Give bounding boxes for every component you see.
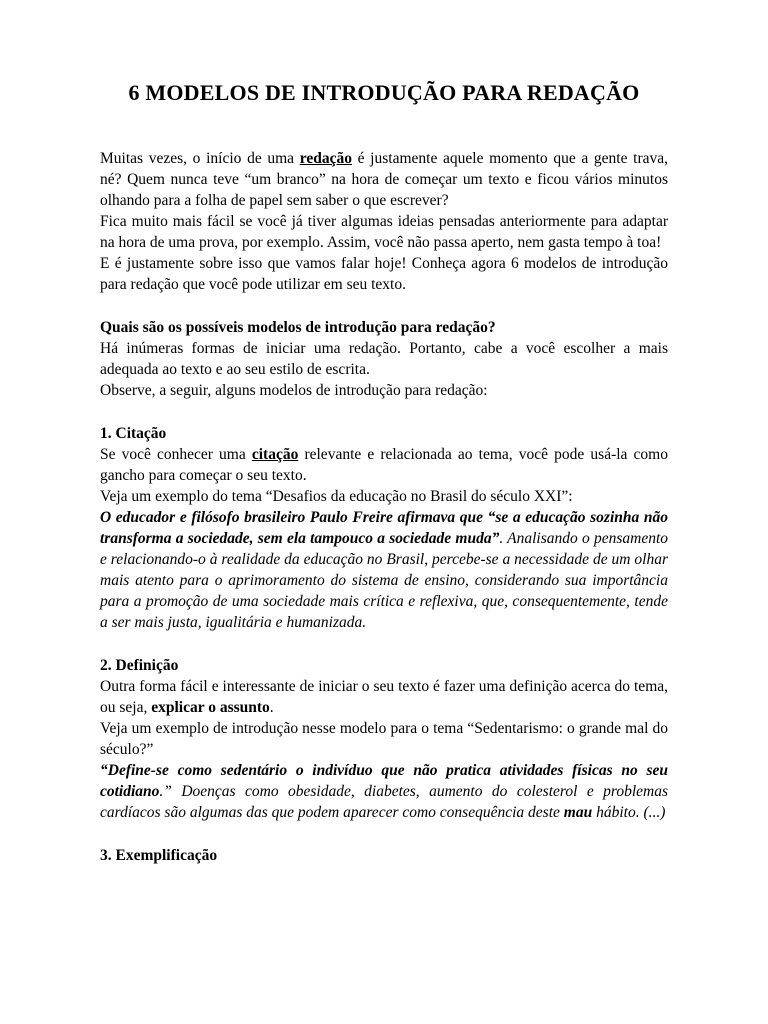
emphasized-phrase-explicar-o-assunto: explicar o assunto bbox=[151, 699, 270, 716]
emphasized-term-citacao: citação bbox=[251, 446, 299, 463]
intro-paragraph-1 bbox=[100, 148, 668, 211]
example-quote-bold: “Define-se como sedentário o indivíduo que não pratica atividades físicas no seu cotidiano bbox=[100, 762, 668, 800]
example-commentary: hábito. (...) bbox=[592, 804, 666, 821]
section-1-heading: 1. Citação bbox=[100, 425, 167, 442]
section-3-heading: 3. Exemplificação bbox=[100, 847, 218, 864]
example-commentary: .” Doenças como obesidade, diabetes, aumento do colesterol e problemas cardíacos são algumas das que podem aparecer como consequência deste bbox=[100, 783, 668, 821]
question-heading: Quais são os possíveis modelos de introdução para redação? bbox=[100, 319, 496, 336]
emphasized-term-mau: mau bbox=[563, 804, 593, 821]
emphasized-term-redacao: redação bbox=[299, 150, 352, 167]
intro-paragraph-3: E é justamente sobre isso que vamos falar hoje! Conheça agora 6 modelos de introdução para redação que você pode utilizar em seu texto. bbox=[100, 255, 668, 293]
section-1-paragraph-1 bbox=[100, 444, 668, 486]
section-2-paragraph-1 bbox=[100, 676, 668, 718]
section-1-example-text bbox=[100, 507, 668, 633]
text-run: Se você conhecer uma bbox=[100, 446, 252, 463]
example-commentary: . Analisando o pensamento e relacionando-o à realidade da educação no Brasil, percebe-se a necessidade de um olhar mais atento para o aprimoramento do sistema de ensino, considerando sua importância para a promoção de uma sociedade mais crítica e reflexiva, que, consequentemente, tende a ser mais justa, igualitária e humanizada. bbox=[100, 530, 669, 631]
section-2-example-text bbox=[100, 760, 668, 823]
text-run: é justamente aquele momento que a gente trava, né? Quem nunca teve “um branco” na hora de começar um texto e ficou vários minutos olhando para a folha de papel sem saber o que escrever? bbox=[100, 150, 669, 209]
text-run: . bbox=[269, 699, 274, 716]
text-run: Muitas vezes, o início de uma bbox=[100, 150, 300, 167]
section-2-heading: 2. Definição bbox=[100, 657, 179, 674]
question-paragraph-1: Há inúmeras formas de iniciar uma redação. Portanto, cabe a você escolher a mais adequada ao texto e ao seu estilo de escrita. bbox=[100, 340, 668, 378]
text-run: Outra forma fácil e interessante de iniciar o seu texto é fazer uma definição acerca do tema, ou seja, bbox=[100, 678, 668, 716]
section-1-paragraph-2: Veja um exemplo do tema “Desafios da educação no Brasil do século XXI”: bbox=[100, 488, 573, 505]
question-paragraph-2: Observe, a seguir, alguns modelos de introdução para redação: bbox=[100, 382, 488, 399]
section-2-paragraph-2: Veja um exemplo de introdução nesse modelo para o tema “Sedentarismo: o grande mal do século?” bbox=[100, 720, 668, 758]
text-run: relevante e relacionada ao tema, você pode usá-la como gancho para começar o seu texto. bbox=[100, 446, 668, 484]
intro-paragraph-2: Fica muito mais fácil se você já tiver algumas ideias pensadas anteriormente para adaptar na hora de uma prova, por exemplo. Assim, você não passa aperto, nem gasta tempo à toa! bbox=[100, 213, 668, 251]
example-quote-bold: O educador e filósofo brasileiro Paulo Freire afirmava que “se a educação sozinha não transforma a sociedade, sem ela tampouco a sociedade muda” bbox=[100, 509, 668, 547]
document-title: 6 MODELOS DE INTRODUÇÃO PARA REDAÇÃO bbox=[128, 80, 640, 105]
